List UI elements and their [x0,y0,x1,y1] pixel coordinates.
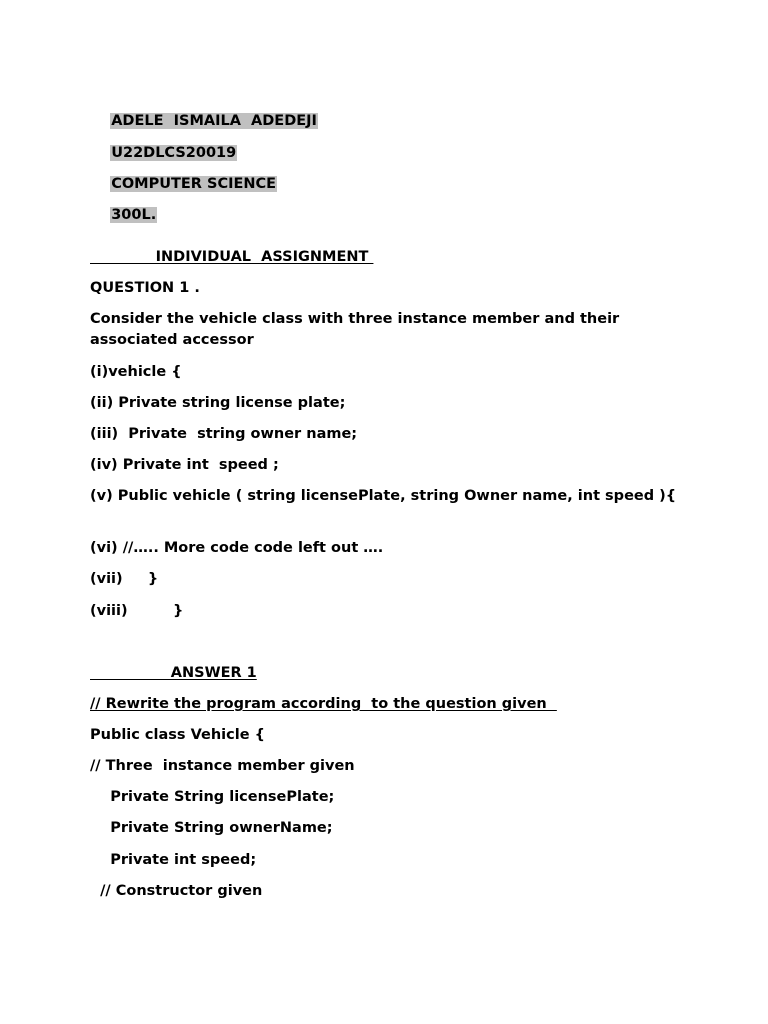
question-prompt: Consider the vehicle class with three instance member and their associated accessor [90,311,620,348]
level-line [90,185,157,245]
code-line: Private int speed; [90,852,257,868]
question-line: (iii) Private string owner name; [90,426,358,442]
code-line: Public class Vehicle { [90,727,265,743]
question-line: (iv) Private int speed ; [90,457,279,473]
question-line: (vii) } [90,571,159,587]
level: 300L. [111,207,157,223]
code-line: // Constructor given [90,883,263,899]
matric-number: U22DLCS20019 [111,145,237,161]
question-line: (ii) Private string license plate; [90,395,346,411]
code-line: Private String ownerName; [90,820,333,836]
code-line: // Three instance member given [90,758,355,774]
question-line: (v) Public vehicle ( string licensePlate, string Owner name, int speed ){ [90,488,677,504]
code-line: Private String licensePlate; [90,789,335,805]
department: COMPUTER SCIENCE [111,176,277,192]
answer-heading: ANSWER 1 [90,665,257,681]
question-line: (vi) //….. More code code left out …. [90,540,384,556]
student-name: ADELE ISMAILA ADEDEJI [111,113,317,129]
question-line: (viii) } [90,603,184,619]
question-heading: QUESTION 1 . [90,280,200,296]
question-line: (i)vehicle { [90,364,182,380]
answer-comment: // Rewrite the program according to the question given [90,696,557,712]
assignment-title: INDIVIDUAL ASSIGNMENT [90,249,374,265]
